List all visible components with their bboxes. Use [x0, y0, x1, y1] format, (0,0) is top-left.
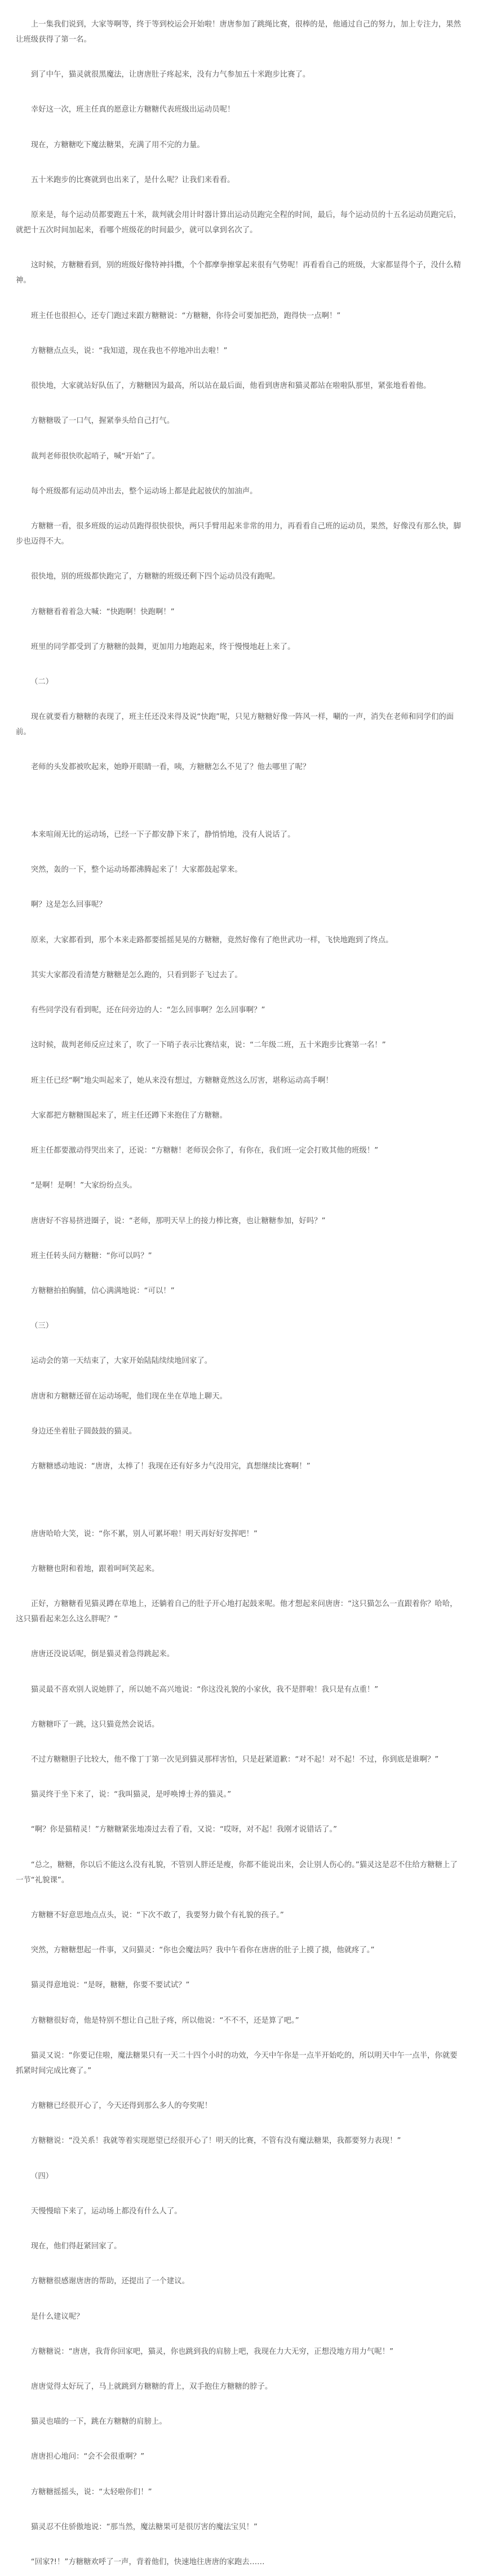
story-paragraph: 唐唐还没说话呢，倒是猫灵着急得跳起来。 — [30, 1650, 175, 1659]
story-paragraph: 很快地，大家就站好队伍了，方糖糖因为最高，所以站在最后面，他看到唐唐和猫灵都站在啦啦队那里，紧张地看着他。 — [30, 382, 431, 391]
story-paragraph: 这时候，裁判老师反应过来了，吹了一下哨子表示比赛结束，说：“二年级二班，五十米跑步比赛第一名！” — [30, 1041, 386, 1050]
story-paragraph: 方糖糖不好意思地点点头，说：“下次不敢了，我要努力做个有礼貌的孩子。” — [30, 1911, 284, 1920]
story-paragraph: 方糖糖一看，很多班级的运动员跑得很快很快，两只手臂用起来非常的用力，再看看自己班的运动员，果然，好像没有那么快，脚步也迈得不大。 — [16, 522, 462, 546]
story-paragraph: 班主任也很担心，还专门跑过来跟方糖糖说：“方糖糖，你待会可要加把劲，跑得快一点啊！” — [30, 311, 341, 320]
story-paragraph: 不过方糖糖胆子比较大，他不像丁丁第一次见到猫灵那样害怕，只是赶紧道歉：“对不起！对不起！不过，你到底是谁啊？” — [30, 1755, 439, 1765]
story-paragraph: 大家都把方糖糖围起来了，班主任还蹲下来抱住了方糖糖。 — [30, 1111, 227, 1120]
story-paragraph: 猫灵又说：“你要记住啦，魔法糖果只有一天二十四个小时的功效，今天中午你是一点半开始吃的，所以明天中午一点半，你就要抓紧时间完成比赛了。” — [16, 2051, 458, 2075]
story-paragraph: 现在，方糖糖吃下魔法糖果，充满了用不完的力量。 — [30, 140, 205, 149]
story-paragraph: 唐唐觉得太好玩了，马上就跳到方糖糖的背上，双手抱住方糖糖的脖子。 — [30, 2383, 273, 2391]
story-paragraph: 原来，大家都看到，那个本来走路都要摇摇晃晃的方糖糖，竟然好像有了绝世武功一样，飞快地跑到了终点。 — [30, 936, 393, 945]
story-paragraph: 唐唐和方糖糖还留在运动场呢，他们现在坐在草地上聊天。 — [30, 1392, 227, 1401]
story-paragraph: 方糖糖很好奇，他是特别不想让自己肚子疼，所以他说：“不不不，还是算了吧。” — [30, 2016, 299, 2025]
story-paragraph: 每个班级都有运动员冲出去，整个运动场上都是此起彼伏的加油声。 — [30, 487, 258, 496]
story-paragraph: 原来是，每个运动员都要跑五十米，裁判就会用计时器计算出运动员跑完全程的时间，最后，每个运动员的十五名运动员跑完后，就把十五次时间加起来，看哪个班级花的时间最少，就可以拿到名次了。 — [16, 211, 462, 235]
story-paragraph: 班主任都要激动得哭出来了，还说：“方糖糖！老师误会你了，有你在，我们班一定会打败其他的班级！” — [30, 1146, 379, 1155]
story-paragraph: 猫灵也喵的一下，跳在方糖糖的肩膀上。 — [30, 2418, 167, 2427]
story-paragraph: 有些同学没有看到呢，还在问旁边的人：“怎么回事啊？怎么回事啊？” — [30, 1006, 265, 1015]
story-paragraph: 其实大家都没看清楚方糖糖是怎么跑的，只看到影子飞过去了。 — [30, 971, 242, 980]
story-paragraph: 班主任转头问方糖糖：“你可以吗？” — [30, 1251, 152, 1260]
story-paragraph: 方糖糖感动地说：“唐唐，太棒了！我现在还有好多力气没用完，真想继续比赛啊！” — [30, 1462, 311, 1471]
story-paragraph: 猫灵最不喜欢别人说她胖了，所以她不高兴地说：“你这没礼貌的小家伙，我不是胖啦！我只是有点重！” — [30, 1685, 379, 1694]
story-paragraph: “总之，糖糖，你以后不能这么没有礼貌，不管别人胖还是瘦，你都不能说出来，会让别人伤心的。”猫灵这是忍不住给方糖糖上了一节“礼貌课”。 — [16, 1860, 458, 1885]
story-paragraph: 幸好这一次，班主任真的愿意让方糖糖代表班级出运动员呢！ — [30, 105, 235, 114]
story-paragraph: 方糖糖摇摇头，说：“太轻啦你们！” — [30, 2487, 152, 2496]
story-article — [16, 17, 462, 2570]
story-paragraph: 很快地，别的班级都快跑完了，方糖糖的班级还剩下四个运动员没有跑呢。 — [30, 572, 280, 581]
story-paragraph: “是啊！是啊！”大家纷纷点头。 — [30, 1181, 137, 1190]
story-paragraph: 方糖糖说：“没关系！我就等着实现愿望已经很开心了！明天的比赛，不管有没有魔法糖果，我都要努力表现！” — [30, 2137, 401, 2146]
story-paragraph: 五十米跑步的比赛就到也出来了，是什么呢？让我们来看看。 — [30, 175, 235, 184]
story-paragraph: 这时候，方糖糖看到，别的班级好像特神抖擞，个个都摩拳擦掌起来很有气势呢！再看看自己的班级，大家都显得个子，没什么精神。 — [16, 261, 462, 285]
story-paragraph: 唐唐好不容易挤进圈子，说：“老师，那明天早上的接力棒比赛，也让糖糖参加，好吗？” — [30, 1216, 326, 1225]
story-paragraph: 方糖糖也附和着地，跟着呵呵笑起来。 — [30, 1564, 159, 1573]
story-paragraph: 到了中午，猫灵就很黑魔法，让唐唐肚子疼起来，没有力气参加五十米跑步比赛了。 — [30, 70, 311, 80]
story-paragraph: 突然，方糖糖想起一件事，又问猫灵：“你也会魔法吗？我中午看你在唐唐的肚子上摸了摸，他就疼了。” — [30, 1946, 375, 1955]
section-heading: （二） — [30, 677, 54, 686]
story-paragraph: 天慢慢暗下来了，运动场上都没有什么人了。 — [30, 2207, 182, 2216]
story-paragraph: 猫灵忍不住骄傲地说：“那当然，魔法糖果可是很厉害的魔法宝贝！” — [30, 2522, 258, 2531]
story-paragraph: 身边还坐着肚子圆鼓鼓的猫灵。 — [30, 1427, 137, 1436]
story-paragraph: “啊？你是猫精灵！”方糖糖紧张地凑过去看了看，又说：“哎呀，对不起！我刚才说错话了。” — [30, 1825, 338, 1834]
story-paragraph: 班主任已经“啊”地尖叫起来了，她从来没有想过，方糖糖竟然这么厉害，堪称运动高手啊！ — [30, 1076, 333, 1085]
story-paragraph: 啊？这是怎么回事呢？ — [30, 901, 107, 910]
story-paragraph: 方糖糖已经很开心了，今天还得到那么多人的夸奖呢！ — [30, 2102, 212, 2111]
section-heading: （四） — [30, 2172, 54, 2181]
story-paragraph: 唐唐担心地问：“会不会很重啊？” — [30, 2453, 145, 2462]
story-paragraph: 方糖糖吸了一口气，握紧拳头给自己打气。 — [30, 417, 175, 426]
story-paragraph: 猫灵得意地说：“是呀，糖糖，你要不要试试？” — [30, 1981, 190, 1990]
story-paragraph: 正好，方糖糖看见猫灵蹲在草地上，还躺着自己的肚子开心地打起鼓来呢。他才想起来问唐唐：“这只猫怎么一直跟着你？哈哈，这只猫看起来怎么这么胖呢？” — [16, 1600, 458, 1624]
story-paragraph: 方糖糖很感谢唐唐的帮助，还提出了一个建议。 — [30, 2277, 189, 2286]
section-heading: （三） — [30, 1322, 54, 1331]
story-paragraph: 方糖糖看着着急大喊：“快跑啊！快跑啊！” — [30, 607, 175, 616]
story-paragraph: 运动会的第一天结束了，大家开始陆陆续续地回家了。 — [30, 1357, 212, 1366]
story-paragraph: 方糖糖拍拍胸脯，信心满满地说：“可以！” — [30, 1286, 175, 1295]
story-paragraph: 是什么建议呢？ — [30, 2312, 84, 2321]
story-paragraph: 老师的头发都被吹起来，她睁开眼睛一看，咦，方糖糖怎么不见了？他去哪里了呢？ — [30, 763, 311, 772]
story-paragraph: “回家?!！”方糖糖欢呼了一声，背着他们，快速地往唐唐的家跑去…… — [30, 2558, 265, 2567]
story-paragraph: 方糖糖说：“唐唐，我背你回家吧，猫灵，你也跳到我的肩膀上吧，我现在力大无穷，正想没地方用力气呢！” — [30, 2347, 394, 2356]
story-paragraph: 上一集我们说到，大家等啊等，终于等到校运会开始啦！唐唐参加了跳绳比赛，很棒的是，他通过自己的努力，加上专注力，果然让班级获得了第一名。 — [16, 20, 462, 44]
story-paragraph: 裁判老师很快吹起哨子，喊“开始”了。 — [30, 452, 159, 461]
story-paragraph: 猫灵终于坐下来了，说：“我叫猫灵，是呼唤博士养的猫灵。” — [30, 1790, 232, 1799]
story-paragraph: 方糖糖点点头，说：“我知道，现在我也不停地冲出去啦！” — [30, 346, 228, 355]
story-paragraph: 方糖糖吓了一跳，这只猫竟然会说话。 — [30, 1720, 159, 1729]
story-paragraph: 现在，他们得赶紧回家了。 — [30, 2242, 122, 2251]
paragraph-gap — [16, 795, 462, 808]
story-paragraph: 唐唐哈哈大笑，说：“你不累，别人可累坏啦！明天再好好发挥吧！” — [30, 1529, 258, 1538]
paragraph-gap — [16, 1494, 462, 1506]
story-paragraph: 本来喧闹无比的运动场，已经一下子都安静下来了，静悄悄地，没有人说话了。 — [30, 830, 295, 839]
story-paragraph: 突然，轰的一下，整个运动场都沸腾起来了！大家都鼓起掌来。 — [30, 866, 242, 875]
story-paragraph: 现在就要看方糖糖的表现了，班主任还没来得及说“快跑”呢，只见方糖糖好像一阵风一样，唰的一声，消失在老师和同学们的面前。 — [16, 713, 454, 737]
story-paragraph: 班里的同学都受到了方糖糖的鼓舞，更加用力地跑起来，终于慢慢地赶上来了。 — [30, 642, 295, 651]
